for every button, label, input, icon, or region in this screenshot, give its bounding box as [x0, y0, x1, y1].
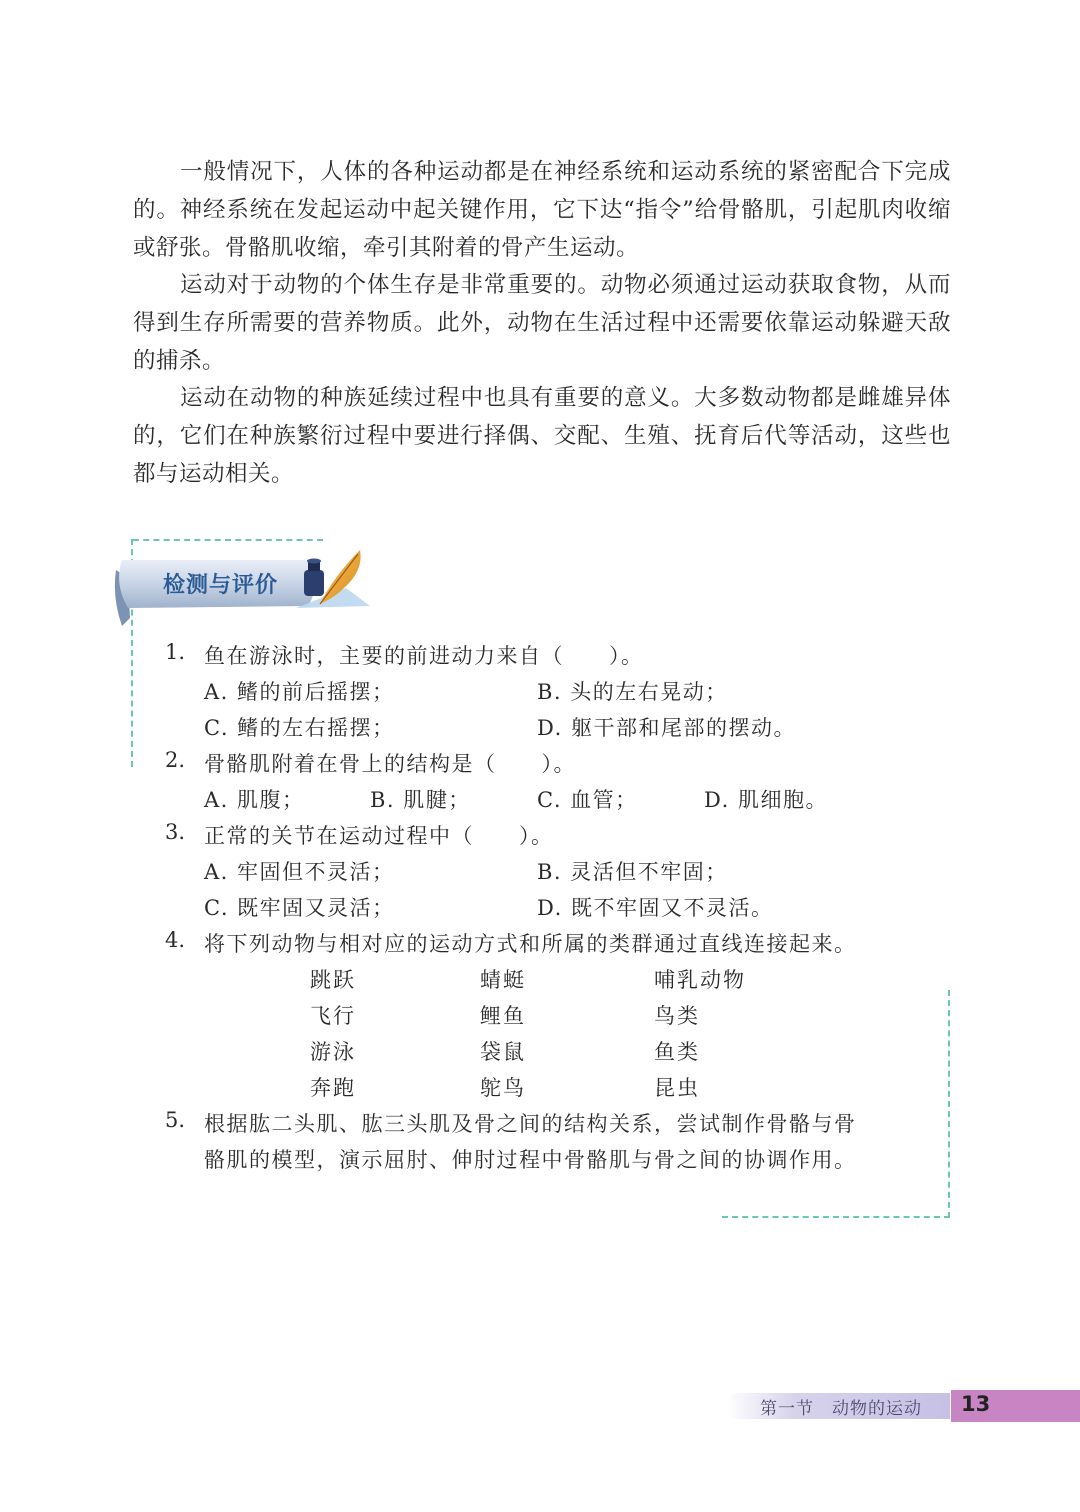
paragraph-2: 运动对于动物的个体生存是非常重要的。动物必须通过运动获取食物，从而得到生存所需要的营养物质。此外，动物在生活过程中还需要依靠运动躲避天敌的捕杀。 [133, 272, 951, 374]
animal-item: 鸵鸟 [480, 1076, 526, 1100]
q1-option-c: C. 鳍的左右摇摆； [204, 716, 395, 740]
q3-option-c: C. 既牢固又灵活； [204, 896, 395, 920]
q3-option-d: D. 既不牢固又不灵活。 [537, 896, 774, 920]
group-item: 昆虫 [654, 1076, 700, 1100]
group-item: 哺乳动物 [654, 968, 746, 992]
movement-item: 奔跑 [310, 1076, 356, 1100]
question-3-number: 3. [165, 820, 186, 844]
frame-dash-bottom [722, 1216, 950, 1218]
animal-item: 袋鼠 [480, 1040, 526, 1064]
group-item: 鸟类 [654, 1004, 700, 1028]
q1-option-a: A. 鳍的前后摇摆； [204, 680, 395, 704]
section-title: 检测与评价 [163, 573, 279, 598]
q2-option-a: A. 肌腹； [204, 788, 305, 812]
paragraph-1: 一般情况下，人体的各种运动都是在神经系统和运动系统的紧密配合下完成的。神经系统在发起运动中起关键作用，它下达“指令”给骨骼肌，引起肌肉收缩或舒张。骨骼肌收缩，牵引其附着的骨产生运动。 [133, 159, 951, 261]
movement-item: 游泳 [310, 1040, 356, 1064]
q3-option-a: A. 牢固但不灵活； [204, 860, 395, 884]
q2-option-b: B. 肌腱； [370, 788, 471, 812]
frame-dash-right [948, 990, 950, 1218]
page-number: 13 [961, 1392, 991, 1416]
question-4-number: 4. [165, 928, 186, 952]
question-2-text: 骨骼肌附着在骨上的结构是（ ）。 [204, 752, 576, 776]
question-5-text-line-2: 骼肌的模型，演示屈肘、伸肘过程中骨骼肌与骨之间的协调作用。 [204, 1148, 857, 1172]
question-2-number: 2. [165, 748, 186, 772]
question-3-text: 正常的关节在运动过程中（ ）。 [204, 824, 554, 848]
animal-item: 鲤鱼 [480, 1004, 526, 1028]
movement-item: 跳跃 [310, 968, 356, 992]
q1-option-d: D. 躯干部和尾部的摆动。 [537, 716, 796, 740]
movement-item: 飞行 [310, 1004, 356, 1028]
footer-section-label: 第一节 动物的运动 [760, 1399, 922, 1419]
question-4-text: 将下列动物与相对应的运动方式和所属的类群通过直线连接起来。 [204, 932, 857, 956]
question-5-number: 5. [165, 1108, 186, 1132]
q1-option-b: B. 头的左右晃动； [537, 680, 728, 704]
animal-item: 蜻蜓 [480, 968, 526, 992]
frame-dash-top [133, 539, 323, 541]
question-1-number: 1. [165, 640, 186, 664]
q2-option-c: C. 血管； [537, 788, 638, 812]
q2-option-d: D. 肌细胞。 [704, 788, 828, 812]
group-item: 鱼类 [654, 1040, 700, 1064]
q3-option-b: B. 灵活但不牢固； [537, 860, 728, 884]
paragraph-3: 运动在动物的种族延续过程中也具有重要的意义。大多数动物都是雌雄异体的，它们在种族繁衍过程中要进行择偶、交配、生殖、抚育后代等活动，这些也都与运动相关。 [133, 385, 951, 487]
question-5-text-line-1: 根据肱二头肌、肱三头肌及骨之间的结构关系，尝试制作骨骼与骨 [204, 1112, 857, 1136]
question-1-text: 鱼在游泳时，主要的前进动力来自（ ）。 [204, 644, 644, 668]
